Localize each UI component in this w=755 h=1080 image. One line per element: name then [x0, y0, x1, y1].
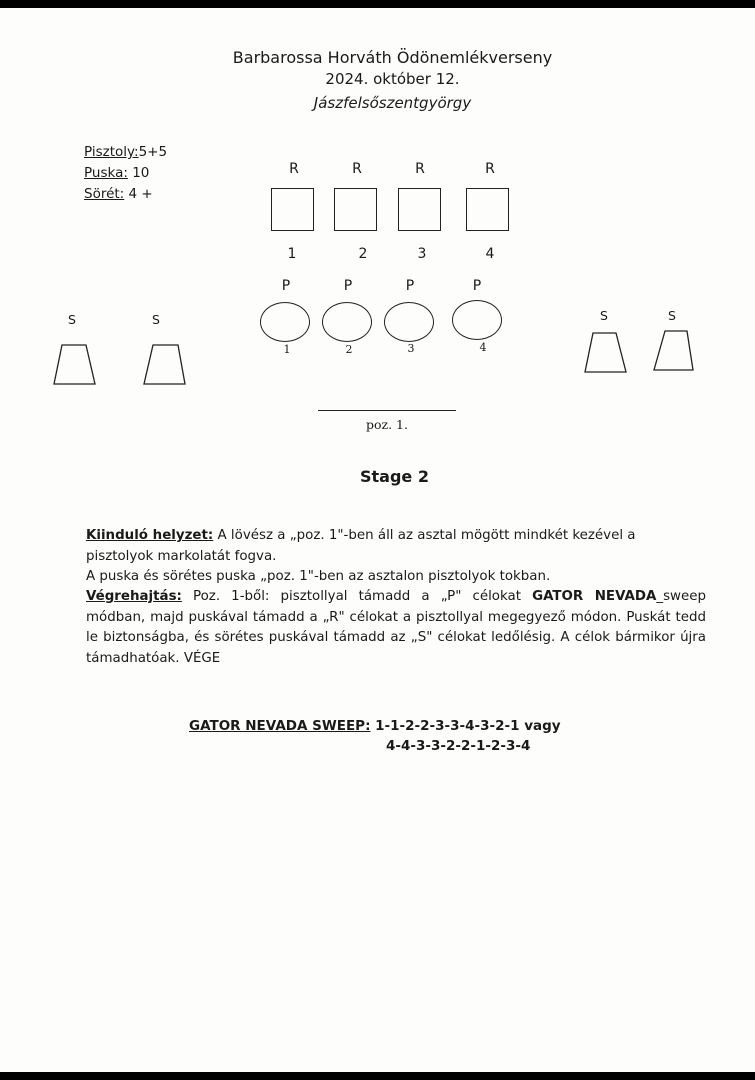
- shotgun-target-letter: S: [152, 312, 160, 327]
- round-counts: [84, 142, 167, 205]
- pistol-target-number: 3: [407, 342, 415, 355]
- document-date: 2024. október 12.: [325, 70, 460, 88]
- rifle-target-number: 4: [485, 246, 495, 262]
- execution-bold-term: GATOR NEVADA: [532, 589, 657, 604]
- sweep-label: GATOR NEVADA SWEEP:: [189, 718, 371, 734]
- rifle-target-number: 3: [417, 246, 427, 262]
- rifle-target-box: [466, 188, 509, 231]
- shooting-position-line: [318, 410, 456, 411]
- rifle-target-letter: R: [289, 161, 299, 177]
- pistol-target-letter: P: [472, 278, 482, 294]
- sweep-sequence: [189, 716, 561, 756]
- rifle-target-box: [271, 188, 314, 231]
- rifle-target-number: 2: [358, 246, 368, 262]
- pistol-target-oval: [260, 302, 310, 342]
- shotgun-target-letter: S: [68, 312, 76, 327]
- shotgun-target-popper: [141, 344, 187, 386]
- rifle-target-box: [398, 188, 441, 231]
- round-rifle: Puska: 10: [84, 165, 150, 181]
- gun-placement-text: A puska és sörétes puska „poz. 1"-ben az asztalon pisztolyok tokban.: [86, 569, 551, 584]
- pistol-target-letter: P: [405, 278, 415, 294]
- execution-section: Végrehajtás: Poz. 1-ből: pisztollyal támadd a „P" célokat GATOR NEVADA_sweep módban, majd puskával támadd a „R" célokat a pisztollyal megegyező módon. Puskát tedd le biztonságba, és sörétes puskával támadd az „S" célokat ledőlésig. A célok bármikor újra támadhatóak. VÉGE: [86, 589, 706, 666]
- execution-label: Végrehajtás:: [86, 589, 182, 604]
- pistol-target-number: 1: [283, 343, 291, 356]
- rifle-target-box: [334, 188, 377, 231]
- stage-title: Stage 2: [360, 467, 429, 486]
- round-shotgun: Sörét: 4 +: [84, 186, 153, 202]
- round-pistol: Pisztoly:5+5: [84, 144, 168, 160]
- sweep-sequence-2: 4-4-3-3-2-2-1-2-3-4: [386, 738, 531, 754]
- pistol-target-oval: [384, 302, 434, 342]
- start-position-text: A lövész a „poz. 1"-ben áll az asztal mögött mindkét kezével a pisztolyok markolatát fogva.: [86, 528, 636, 564]
- pistol-target-letter: P: [343, 278, 353, 294]
- pistol-target-number: 4: [479, 341, 487, 354]
- pistol-target-letter: P: [281, 278, 291, 294]
- rifle-target-letter: R: [415, 161, 425, 177]
- shotgun-target-popper: [584, 332, 630, 374]
- pistol-target-oval: [452, 300, 502, 340]
- shotgun-target-popper: [52, 344, 98, 386]
- rifle-target-letter: R: [485, 161, 495, 177]
- document-location: Jászfelsőszentgyörgy: [313, 94, 472, 112]
- document-page: [0, 8, 755, 1072]
- rifle-target-letter: R: [352, 161, 362, 177]
- sweep-sequence-1: 1-1-2-2-3-3-4-3-2-1 vagy: [370, 718, 561, 734]
- pistol-target-number: 2: [345, 343, 353, 356]
- start-position-label: Kiinduló helyzet:: [86, 528, 214, 543]
- start-position-section: [86, 526, 706, 588]
- shotgun-target-popper: [652, 330, 698, 372]
- position-label: poz. 1.: [366, 417, 408, 432]
- document-title: Barbarossa Horváth Ödönemlékverseny: [232, 48, 553, 67]
- rifle-target-number: 1: [287, 246, 297, 262]
- shotgun-target-letter: S: [600, 308, 608, 323]
- shotgun-target-letter: S: [668, 308, 676, 323]
- pistol-target-oval: [322, 302, 372, 342]
